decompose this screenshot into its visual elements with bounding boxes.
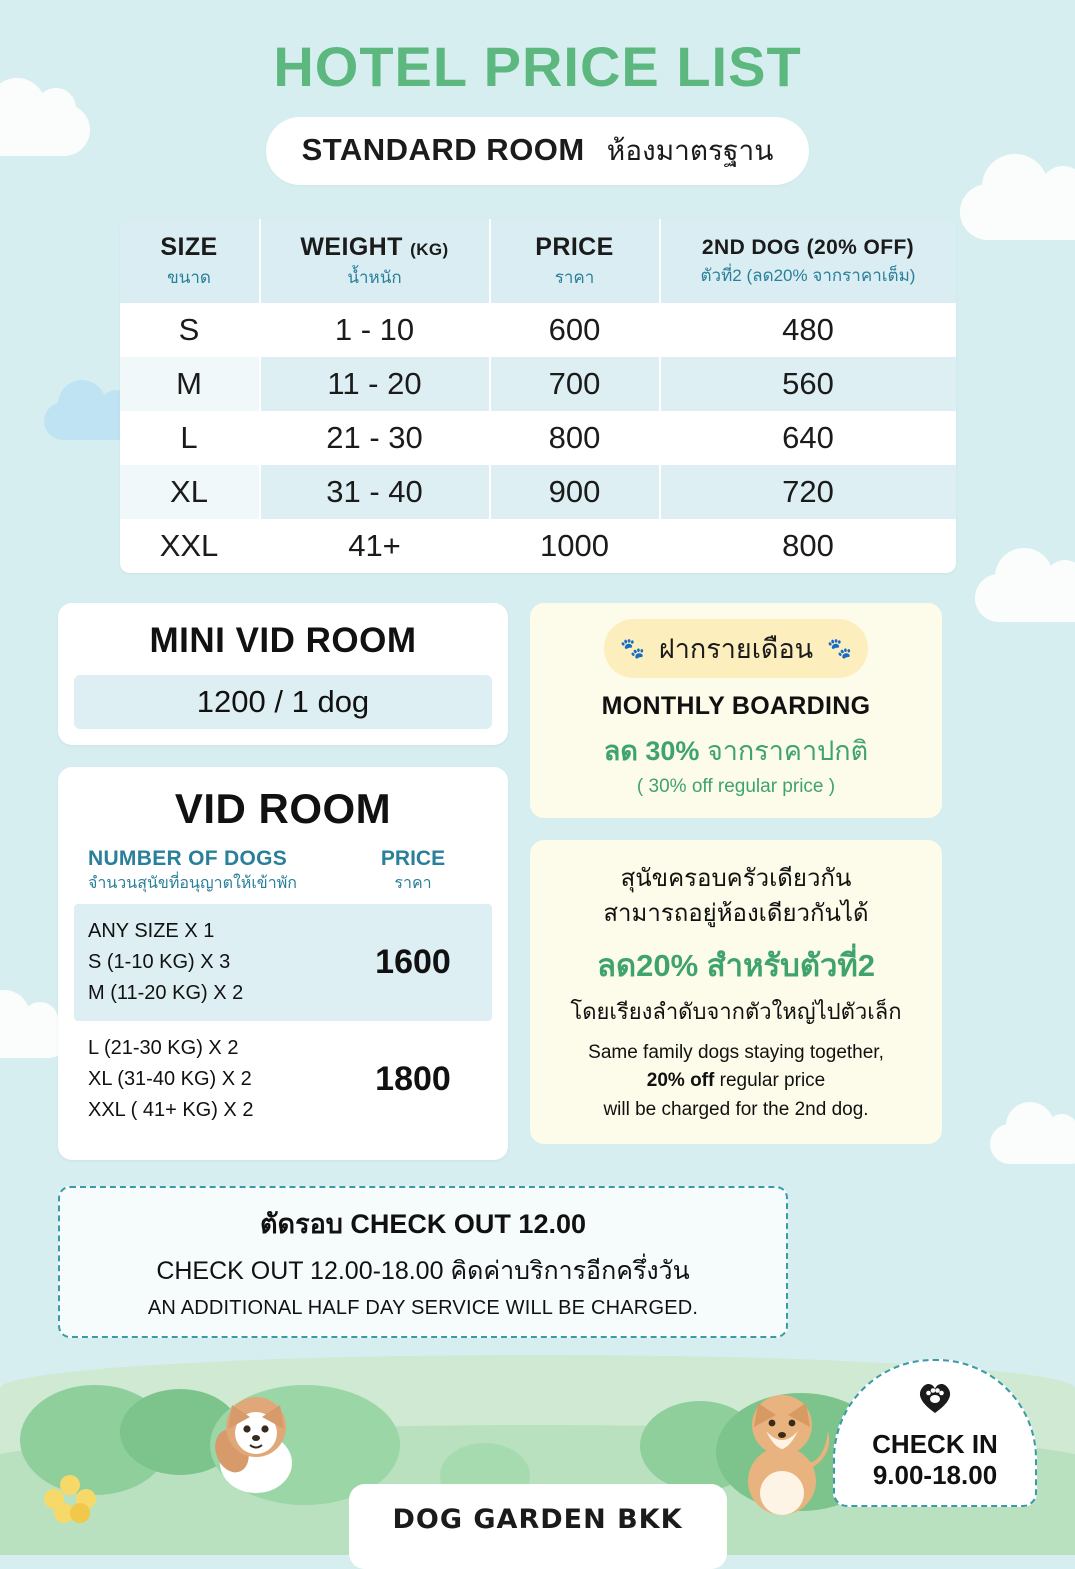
- cell-price: 700: [490, 357, 660, 411]
- checkout-line3: AN ADDITIONAL HALF DAY SERVICE WILL BE CHARGED.: [147, 1297, 699, 1319]
- header-size-th: ขนาด: [167, 268, 211, 287]
- cell-price: 600: [490, 303, 660, 357]
- rooms-and-promos: [58, 603, 1017, 1160]
- cell-price: 800: [490, 411, 660, 465]
- table-row: [120, 519, 956, 573]
- cell-weight: 41+: [260, 519, 490, 573]
- brand-logo: [348, 1484, 726, 1569]
- check-in-time: 9.00-18.00: [872, 1460, 998, 1490]
- check-in-label: CHECK IN: [872, 1429, 998, 1459]
- family-en-line3: will be charged for the 2nd dog.: [603, 1098, 869, 1120]
- promos-column: [530, 603, 942, 1144]
- vid-room-item: XL (31-40 KG) X 2: [88, 1068, 252, 1090]
- header-price-th: ราคา: [554, 268, 595, 287]
- paw-icon: 🐾: [619, 638, 645, 660]
- vid-room-row-price: 1600: [375, 943, 451, 981]
- family-dogs-card: [530, 840, 942, 1144]
- checkout-line2: CHECK OUT 12.00-18.00 คิดค่าบริการอีกครึ่งวัน: [156, 1257, 690, 1285]
- monthly-boarding-th: ฝากรายเดือน: [658, 634, 814, 664]
- vid-room-item: L (21-30 KG) X 2: [88, 1037, 239, 1059]
- table-header-price: [490, 219, 660, 303]
- table-row: [120, 411, 956, 465]
- cell-price: 900: [490, 465, 660, 519]
- cell-size: M: [120, 357, 260, 411]
- page-title: HOTEL PRICE LIST: [273, 35, 802, 98]
- vid-room-price-label-en: PRICE: [380, 847, 446, 870]
- rooms-column: [58, 603, 508, 1160]
- cell-weight: 1 - 10: [260, 303, 490, 357]
- vid-room-row: [74, 1021, 492, 1138]
- cell-second-dog: 480: [782, 312, 834, 347]
- monthly-boarding-card: [530, 603, 942, 818]
- header-size-en: SIZE: [160, 233, 218, 261]
- table-header-weight: [260, 219, 490, 303]
- monthly-discount-text: จากราคาปกติ: [706, 736, 869, 766]
- mini-vid-room-price: 1200 / 1 dog: [74, 675, 492, 729]
- standard-room-label-en: STANDARD ROOM: [301, 132, 585, 167]
- table-header-size: [120, 219, 260, 303]
- header-weight-th: น้ำหนัก: [347, 268, 402, 287]
- vid-room-row-price: 1800: [375, 1060, 451, 1098]
- cell-size: L: [120, 411, 260, 465]
- vid-room-price-label-th: ราคา: [394, 875, 432, 892]
- table-header-second-dog: [660, 219, 956, 303]
- vid-room-header: [74, 847, 492, 896]
- cell-weight: 21 - 30: [260, 411, 490, 465]
- family-line2: สามารถอยู่ห้องเดียวกันได้: [603, 899, 869, 927]
- cell-weight: 31 - 40: [260, 465, 490, 519]
- cell-size: XXL: [120, 519, 260, 573]
- monthly-boarding-title-en: MONTHLY BOARDING: [601, 692, 871, 720]
- monthly-boarding-badge: [604, 619, 868, 678]
- mini-vid-room-title: MINI VID ROOM: [149, 621, 417, 660]
- monthly-discount-en: ( 30% off regular price ): [636, 776, 836, 797]
- standard-room-price-table: [120, 219, 956, 573]
- vid-room-item: ANY SIZE X 1: [88, 920, 215, 942]
- paw-icon: 🐾: [827, 638, 853, 660]
- mini-vid-room-card: [58, 603, 508, 745]
- cell-price: 1000: [490, 519, 660, 573]
- cell-second-dog: 560: [660, 357, 956, 411]
- cell-second-dog: 720: [660, 465, 956, 519]
- vid-room-card: [58, 767, 508, 1160]
- family-highlight: ลด20% สำหรับตัวที่2: [596, 947, 876, 983]
- vid-room-item: M (11-20 KG) X 2: [88, 982, 244, 1004]
- cell-weight: 11 - 20: [260, 357, 490, 411]
- check-in-badge: [833, 1359, 1037, 1507]
- standard-room-label-th: ห้องมาตรฐาน: [606, 135, 774, 166]
- cell-size: XL: [120, 465, 260, 519]
- table-header-row: [120, 219, 956, 303]
- family-en-discount-rest: regular price: [714, 1070, 826, 1092]
- table-row: [120, 465, 956, 519]
- family-en-line1: Same family dogs staying together,: [588, 1041, 884, 1063]
- header-weight-unit: (KG): [410, 240, 449, 259]
- vid-room-dogs-label-th: จำนวนสุนัขที่อนุญาตให้เข้าพัก: [88, 875, 297, 892]
- checkout-line1: ตัดรอบ CHECK OUT 12.00: [260, 1209, 586, 1239]
- dog-illustration-shiba: [712, 1369, 852, 1519]
- dog-illustration-pomeranian: [196, 1377, 316, 1497]
- family-line1: สุนัขครอบครัวเดียวกัน: [620, 865, 852, 892]
- vid-room-dogs-label-en: NUMBER OF DOGS: [88, 847, 288, 870]
- standard-room-badge: [266, 117, 810, 185]
- monthly-discount-value: ลด 30%: [603, 736, 700, 766]
- poster-content: [0, 34, 1075, 1338]
- vid-room-item: S (1-10 KG) X 3: [88, 951, 231, 973]
- cell-second-dog: 640: [782, 420, 834, 455]
- family-en-discount: 20% off: [646, 1070, 715, 1092]
- paw-heart-icon: [845, 1377, 1025, 1423]
- family-line3: โดยเรียงลำดับจากตัวใหญ่ไปตัวเล็ก: [570, 998, 902, 1024]
- vid-room-title: VID ROOM: [174, 785, 392, 832]
- header-second-th: ตัวที่2 (ลด20% จากราคาเต็ม): [700, 265, 916, 285]
- table-row: [120, 357, 956, 411]
- header-weight-en: WEIGHT: [300, 233, 403, 261]
- header-second-en: 2ND DOG (20% OFF): [701, 235, 915, 259]
- header-price-en: PRICE: [535, 233, 614, 261]
- checkout-notice: [58, 1186, 788, 1338]
- vid-room-row: [74, 904, 492, 1021]
- cell-size: S: [120, 303, 260, 357]
- brand-name: DOG GARDEN BKK: [392, 1504, 683, 1535]
- vid-room-item: XXL ( 41+ KG) X 2: [88, 1099, 254, 1121]
- table-row: [120, 303, 956, 357]
- cell-second-dog: 800: [782, 528, 834, 563]
